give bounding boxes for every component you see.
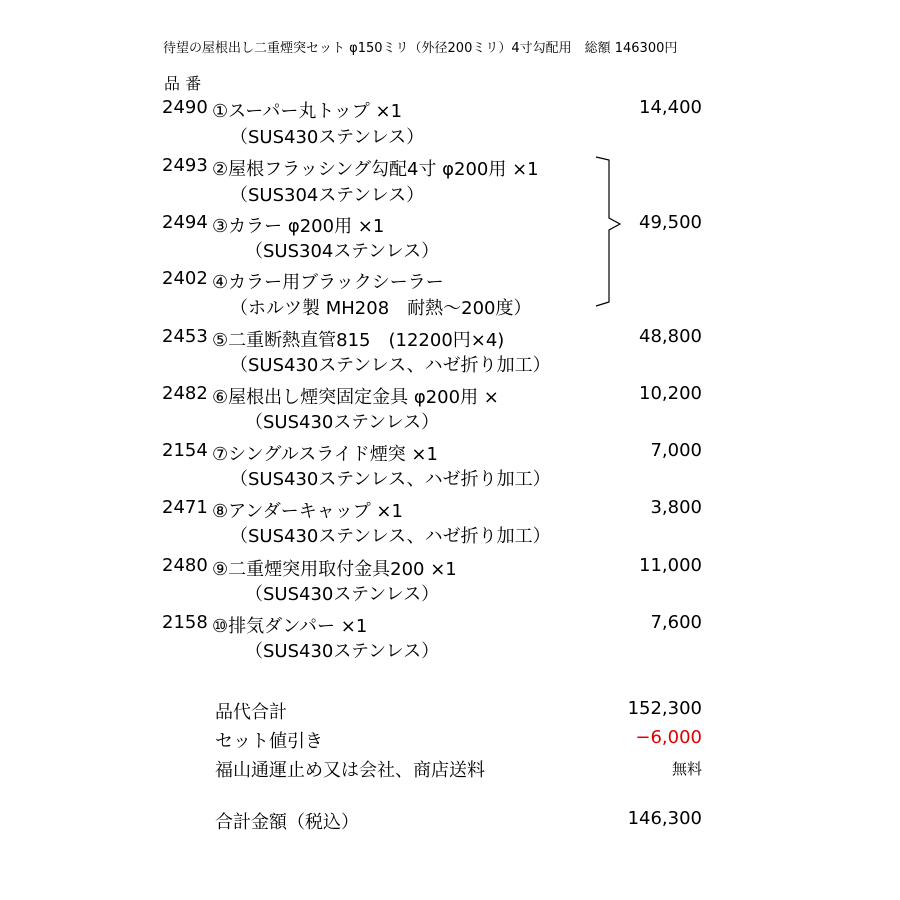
item-price: 11,000 <box>639 555 702 576</box>
item-material: （SUS430ステンレス、ハゼ折り加工） <box>230 355 551 376</box>
item-price: 48,800 <box>639 326 702 347</box>
item-code: 2482 <box>162 383 208 404</box>
item-code: 2480 <box>162 555 208 576</box>
item-name: ⑧アンダーキャップ ×1 <box>212 501 403 522</box>
item-material: （ホルツ製 MH208 耐熱～200度） <box>230 298 532 319</box>
item-price: 10,200 <box>639 383 702 404</box>
item-name: ⑨二重煙突用取付金具200 ×1 <box>212 559 457 580</box>
item-material: （SUS430ステンレス、ハゼ折り加工） <box>230 469 551 490</box>
item-name: ⑩排気ダンパー ×1 <box>212 616 368 637</box>
item-material: （SUS304ステンレス） <box>230 185 425 206</box>
item-code: 2490 <box>162 97 208 118</box>
item-name: ⑦シングルスライド煙突 ×1 <box>212 444 438 465</box>
item-name: ④カラー用ブラックシーラー <box>212 272 444 293</box>
subtotal-value: 152,300 <box>627 698 702 719</box>
bracket-price: 49,500 <box>639 212 702 233</box>
discount-label: セット値引き <box>215 731 323 752</box>
item-material: （SUS304ステンレス） <box>245 241 440 262</box>
item-material: （SUS430ステンレス、ハゼ折り加工） <box>230 526 551 547</box>
item-name: ①スーパー丸トップ ×1 <box>212 101 403 122</box>
item-code: 2453 <box>162 326 208 347</box>
total-value: 146,300 <box>627 808 702 829</box>
item-code: 2494 <box>162 212 208 233</box>
item-price: 7,600 <box>650 612 702 633</box>
subtotal-label: 品代合計 <box>215 702 287 723</box>
item-price: 14,400 <box>639 97 702 118</box>
item-code: 2154 <box>162 440 208 461</box>
item-code: 2402 <box>162 268 208 289</box>
total-label: 合計金額（税込） <box>215 812 359 833</box>
item-material: （SUS430ステンレス） <box>230 127 425 148</box>
item-code: 2493 <box>162 155 208 176</box>
page-title: 待望の屋根出し二重煙突セット φ150ミリ（外径200ミリ）4寸勾配用 総額 146300円 <box>163 41 678 56</box>
item-material: （SUS430ステンレス） <box>245 412 440 433</box>
item-material: （SUS430ステンレス） <box>245 584 440 605</box>
column-header-part-number: 品 番 <box>164 74 202 93</box>
item-price: 3,800 <box>650 497 702 518</box>
item-name: ⑥屋根出し煙突固定金具 φ200用 × <box>212 387 499 408</box>
item-material: （SUS430ステンレス） <box>245 641 440 662</box>
item-price: 7,000 <box>650 440 702 461</box>
item-name: ②屋根フラッシング勾配4寸 φ200用 ×1 <box>212 159 539 180</box>
item-code: 2471 <box>162 497 208 518</box>
shipping-value: 無料 <box>671 760 702 778</box>
item-name: ③カラー φ200用 ×1 <box>212 216 385 237</box>
item-name: ⑤二重断熱直管815 (12200円×4) <box>212 330 505 351</box>
shipping-label: 福山通運止め又は会社、商店送料 <box>215 760 485 781</box>
item-code: 2158 <box>162 612 208 633</box>
discount-value: −6,000 <box>635 727 702 748</box>
